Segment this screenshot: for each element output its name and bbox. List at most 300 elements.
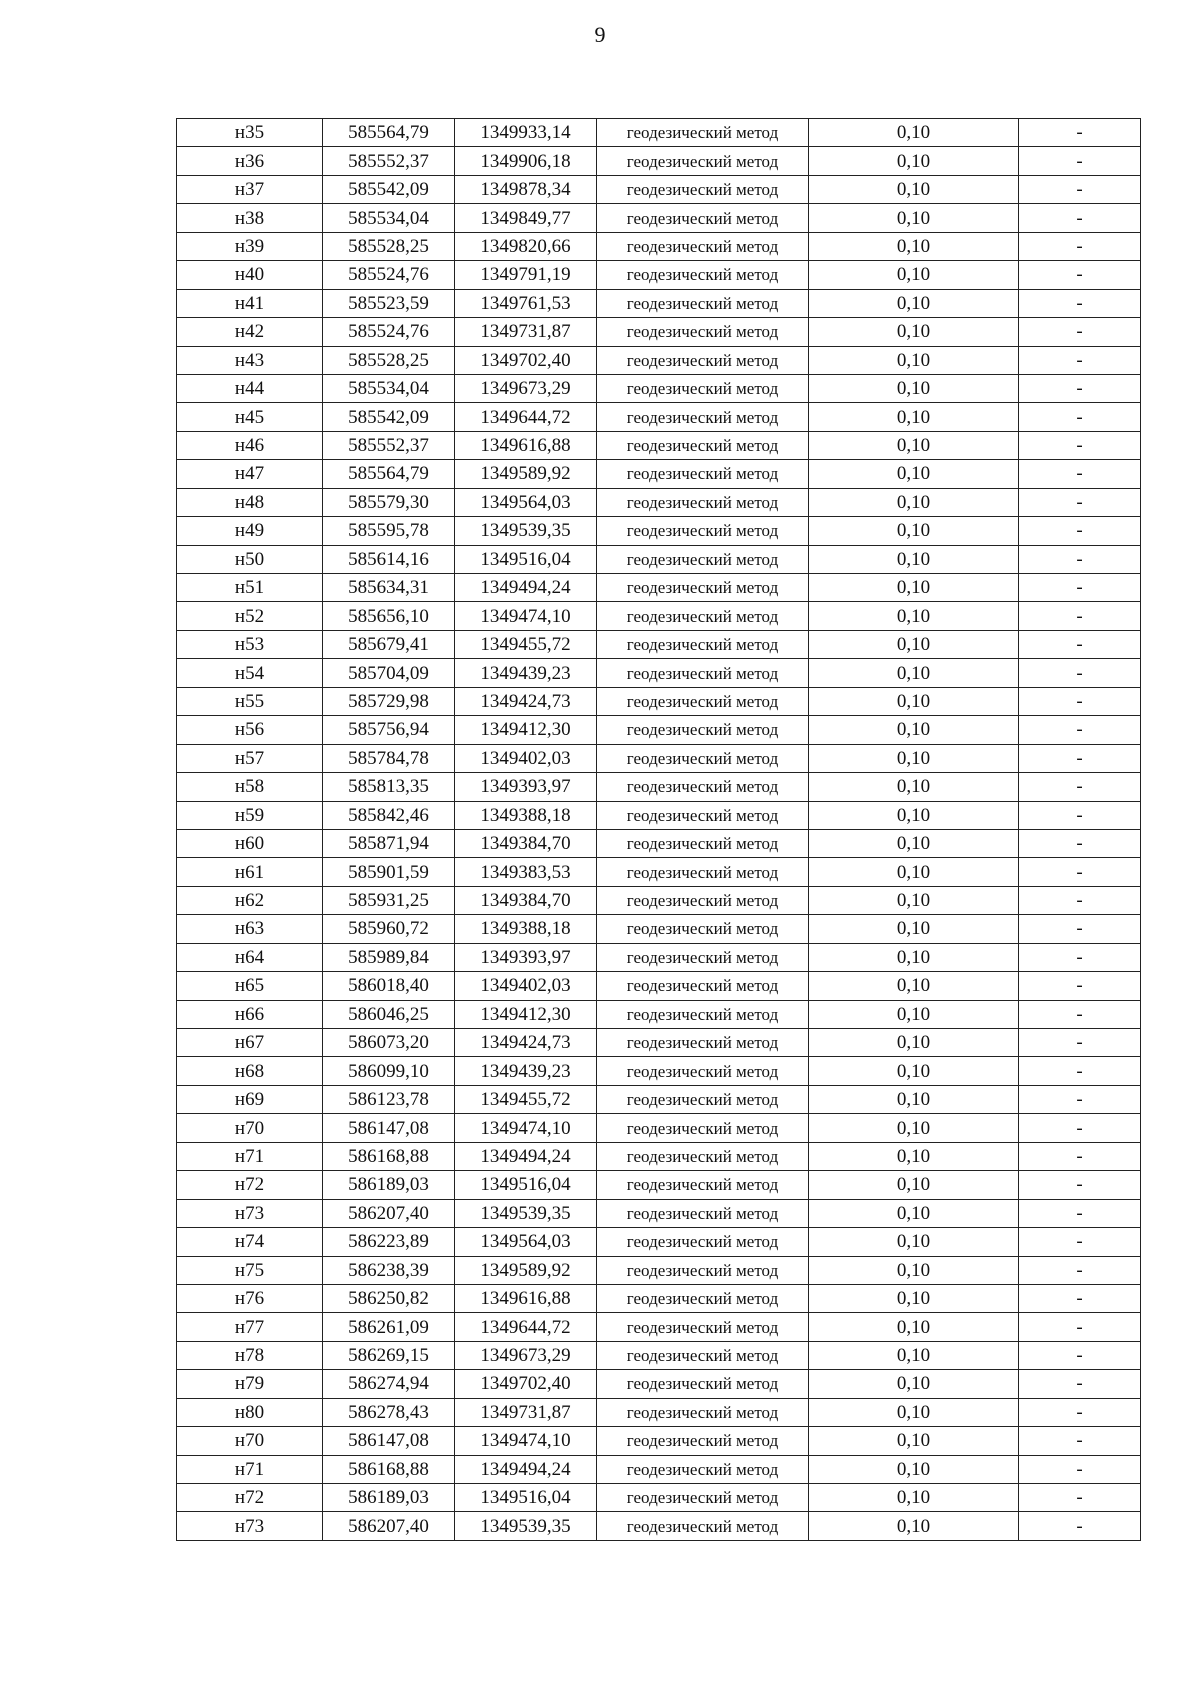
method-cell: геодезический метод xyxy=(597,232,809,260)
note-cell: - xyxy=(1019,232,1141,260)
x-coordinate-cell: 585542,09 xyxy=(323,175,455,203)
y-coordinate-cell: 1349761,53 xyxy=(455,289,597,317)
accuracy-cell: 0,10 xyxy=(809,261,1019,289)
table-row xyxy=(177,318,1141,346)
accuracy-cell: 0,10 xyxy=(809,232,1019,260)
note-cell: - xyxy=(1019,602,1141,630)
point-name-cell: н36 xyxy=(177,147,323,175)
table-row xyxy=(177,1484,1141,1512)
accuracy-cell: 0,10 xyxy=(809,545,1019,573)
x-coordinate-cell: 586168,88 xyxy=(323,1455,455,1483)
point-name-cell: н79 xyxy=(177,1370,323,1398)
point-name-cell: н40 xyxy=(177,261,323,289)
x-coordinate-cell: 585931,25 xyxy=(323,886,455,914)
x-coordinate-cell: 585704,09 xyxy=(323,659,455,687)
note-cell: - xyxy=(1019,1000,1141,1028)
point-name-cell: н70 xyxy=(177,1427,323,1455)
x-coordinate-cell: 586274,94 xyxy=(323,1370,455,1398)
note-cell: - xyxy=(1019,744,1141,772)
point-name-cell: н74 xyxy=(177,1228,323,1256)
point-name-cell: н59 xyxy=(177,801,323,829)
method-cell: геодезический метод xyxy=(597,261,809,289)
x-coordinate-cell: 586261,09 xyxy=(323,1313,455,1341)
table-row xyxy=(177,1114,1141,1142)
note-cell: - xyxy=(1019,460,1141,488)
note-cell: - xyxy=(1019,773,1141,801)
point-name-cell: н41 xyxy=(177,289,323,317)
point-name-cell: н76 xyxy=(177,1284,323,1312)
accuracy-cell: 0,10 xyxy=(809,1313,1019,1341)
point-name-cell: н51 xyxy=(177,574,323,602)
x-coordinate-cell: 585552,37 xyxy=(323,431,455,459)
method-cell: геодезический метод xyxy=(597,545,809,573)
accuracy-cell: 0,10 xyxy=(809,744,1019,772)
x-coordinate-cell: 586147,08 xyxy=(323,1114,455,1142)
point-name-cell: н65 xyxy=(177,972,323,1000)
x-coordinate-cell: 586046,25 xyxy=(323,1000,455,1028)
accuracy-cell: 0,10 xyxy=(809,1057,1019,1085)
note-cell: - xyxy=(1019,1398,1141,1426)
x-coordinate-cell: 585524,76 xyxy=(323,261,455,289)
method-cell: геодезический метод xyxy=(597,1199,809,1227)
accuracy-cell: 0,10 xyxy=(809,175,1019,203)
note-cell: - xyxy=(1019,886,1141,914)
accuracy-cell: 0,10 xyxy=(809,1000,1019,1028)
note-cell: - xyxy=(1019,1512,1141,1540)
y-coordinate-cell: 1349474,10 xyxy=(455,602,597,630)
x-coordinate-cell: 585842,46 xyxy=(323,801,455,829)
accuracy-cell: 0,10 xyxy=(809,517,1019,545)
y-coordinate-cell: 1349424,73 xyxy=(455,687,597,715)
x-coordinate-cell: 585552,37 xyxy=(323,147,455,175)
accuracy-cell: 0,10 xyxy=(809,460,1019,488)
point-name-cell: н72 xyxy=(177,1484,323,1512)
y-coordinate-cell: 1349474,10 xyxy=(455,1427,597,1455)
table-row xyxy=(177,1171,1141,1199)
table-row xyxy=(177,517,1141,545)
method-cell: геодезический метод xyxy=(597,773,809,801)
table-row xyxy=(177,1228,1141,1256)
table-row xyxy=(177,773,1141,801)
point-name-cell: н45 xyxy=(177,403,323,431)
note-cell: - xyxy=(1019,403,1141,431)
x-coordinate-cell: 586278,43 xyxy=(323,1398,455,1426)
y-coordinate-cell: 1349616,88 xyxy=(455,1284,597,1312)
table-row xyxy=(177,1455,1141,1483)
method-cell: геодезический метод xyxy=(597,119,809,147)
method-cell: геодезический метод xyxy=(597,147,809,175)
point-name-cell: н53 xyxy=(177,630,323,658)
y-coordinate-cell: 1349564,03 xyxy=(455,488,597,516)
point-name-cell: н69 xyxy=(177,1085,323,1113)
table-row xyxy=(177,1284,1141,1312)
x-coordinate-cell: 586189,03 xyxy=(323,1171,455,1199)
table-row xyxy=(177,943,1141,971)
y-coordinate-cell: 1349906,18 xyxy=(455,147,597,175)
table-row xyxy=(177,1341,1141,1369)
point-name-cell: н73 xyxy=(177,1199,323,1227)
table-row xyxy=(177,147,1141,175)
accuracy-cell: 0,10 xyxy=(809,574,1019,602)
y-coordinate-cell: 1349644,72 xyxy=(455,1313,597,1341)
point-name-cell: н71 xyxy=(177,1455,323,1483)
note-cell: - xyxy=(1019,716,1141,744)
note-cell: - xyxy=(1019,1199,1141,1227)
note-cell: - xyxy=(1019,1228,1141,1256)
method-cell: геодезический метод xyxy=(597,829,809,857)
note-cell: - xyxy=(1019,289,1141,317)
x-coordinate-cell: 585634,31 xyxy=(323,574,455,602)
y-coordinate-cell: 1349393,97 xyxy=(455,773,597,801)
x-coordinate-cell: 586189,03 xyxy=(323,1484,455,1512)
accuracy-cell: 0,10 xyxy=(809,915,1019,943)
y-coordinate-cell: 1349731,87 xyxy=(455,1398,597,1426)
x-coordinate-cell: 585729,98 xyxy=(323,687,455,715)
note-cell: - xyxy=(1019,858,1141,886)
point-name-cell: н52 xyxy=(177,602,323,630)
y-coordinate-cell: 1349402,03 xyxy=(455,972,597,1000)
note-cell: - xyxy=(1019,346,1141,374)
point-name-cell: н72 xyxy=(177,1171,323,1199)
accuracy-cell: 0,10 xyxy=(809,488,1019,516)
x-coordinate-cell: 585523,59 xyxy=(323,289,455,317)
method-cell: геодезический метод xyxy=(597,1284,809,1312)
method-cell: геодезический метод xyxy=(597,972,809,1000)
y-coordinate-cell: 1349589,92 xyxy=(455,1256,597,1284)
note-cell: - xyxy=(1019,1114,1141,1142)
note-cell: - xyxy=(1019,943,1141,971)
point-name-cell: н80 xyxy=(177,1398,323,1426)
table-row xyxy=(177,630,1141,658)
point-name-cell: н68 xyxy=(177,1057,323,1085)
method-cell: геодезический метод xyxy=(597,858,809,886)
table-row xyxy=(177,261,1141,289)
note-cell: - xyxy=(1019,119,1141,147)
accuracy-cell: 0,10 xyxy=(809,943,1019,971)
note-cell: - xyxy=(1019,1085,1141,1113)
method-cell: геодезический метод xyxy=(597,659,809,687)
table-row xyxy=(177,1427,1141,1455)
x-coordinate-cell: 586238,39 xyxy=(323,1256,455,1284)
point-name-cell: н35 xyxy=(177,119,323,147)
method-cell: геодезический метод xyxy=(597,204,809,232)
y-coordinate-cell: 1349439,23 xyxy=(455,659,597,687)
x-coordinate-cell: 585528,25 xyxy=(323,346,455,374)
point-name-cell: н46 xyxy=(177,431,323,459)
note-cell: - xyxy=(1019,972,1141,1000)
note-cell: - xyxy=(1019,1455,1141,1483)
accuracy-cell: 0,10 xyxy=(809,119,1019,147)
x-coordinate-cell: 585960,72 xyxy=(323,915,455,943)
y-coordinate-cell: 1349474,10 xyxy=(455,1114,597,1142)
table-row xyxy=(177,801,1141,829)
accuracy-cell: 0,10 xyxy=(809,687,1019,715)
note-cell: - xyxy=(1019,318,1141,346)
table-row xyxy=(177,659,1141,687)
table-row xyxy=(177,545,1141,573)
x-coordinate-cell: 585528,25 xyxy=(323,232,455,260)
point-name-cell: н37 xyxy=(177,175,323,203)
method-cell: геодезический метод xyxy=(597,403,809,431)
accuracy-cell: 0,10 xyxy=(809,1228,1019,1256)
accuracy-cell: 0,10 xyxy=(809,886,1019,914)
table-row xyxy=(177,1256,1141,1284)
accuracy-cell: 0,10 xyxy=(809,659,1019,687)
table-row xyxy=(177,716,1141,744)
y-coordinate-cell: 1349673,29 xyxy=(455,1341,597,1369)
accuracy-cell: 0,10 xyxy=(809,858,1019,886)
method-cell: геодезический метод xyxy=(597,1341,809,1369)
point-name-cell: н73 xyxy=(177,1512,323,1540)
y-coordinate-cell: 1349388,18 xyxy=(455,801,597,829)
table-row xyxy=(177,1029,1141,1057)
accuracy-cell: 0,10 xyxy=(809,204,1019,232)
y-coordinate-cell: 1349494,24 xyxy=(455,574,597,602)
x-coordinate-cell: 585564,79 xyxy=(323,119,455,147)
x-coordinate-cell: 586147,08 xyxy=(323,1427,455,1455)
point-name-cell: н39 xyxy=(177,232,323,260)
accuracy-cell: 0,10 xyxy=(809,1199,1019,1227)
method-cell: геодезический метод xyxy=(597,318,809,346)
note-cell: - xyxy=(1019,1171,1141,1199)
method-cell: геодезический метод xyxy=(597,602,809,630)
table-row xyxy=(177,1398,1141,1426)
note-cell: - xyxy=(1019,1484,1141,1512)
y-coordinate-cell: 1349673,29 xyxy=(455,374,597,402)
note-cell: - xyxy=(1019,517,1141,545)
table-row xyxy=(177,460,1141,488)
y-coordinate-cell: 1349455,72 xyxy=(455,1085,597,1113)
method-cell: геодезический метод xyxy=(597,175,809,203)
table-row xyxy=(177,972,1141,1000)
accuracy-cell: 0,10 xyxy=(809,1370,1019,1398)
note-cell: - xyxy=(1019,1256,1141,1284)
point-name-cell: н78 xyxy=(177,1341,323,1369)
y-coordinate-cell: 1349849,77 xyxy=(455,204,597,232)
method-cell: геодезический метод xyxy=(597,517,809,545)
note-cell: - xyxy=(1019,1057,1141,1085)
note-cell: - xyxy=(1019,687,1141,715)
x-coordinate-cell: 586099,10 xyxy=(323,1057,455,1085)
accuracy-cell: 0,10 xyxy=(809,630,1019,658)
note-cell: - xyxy=(1019,659,1141,687)
x-coordinate-cell: 585871,94 xyxy=(323,829,455,857)
y-coordinate-cell: 1349878,34 xyxy=(455,175,597,203)
x-coordinate-cell: 585756,94 xyxy=(323,716,455,744)
x-coordinate-cell: 585579,30 xyxy=(323,488,455,516)
note-cell: - xyxy=(1019,574,1141,602)
note-cell: - xyxy=(1019,261,1141,289)
method-cell: геодезический метод xyxy=(597,374,809,402)
accuracy-cell: 0,10 xyxy=(809,1171,1019,1199)
method-cell: геодезический метод xyxy=(597,1256,809,1284)
note-cell: - xyxy=(1019,1313,1141,1341)
point-name-cell: н44 xyxy=(177,374,323,402)
point-name-cell: н43 xyxy=(177,346,323,374)
point-name-cell: н38 xyxy=(177,204,323,232)
method-cell: геодезический метод xyxy=(597,431,809,459)
point-name-cell: н58 xyxy=(177,773,323,801)
method-cell: геодезический метод xyxy=(597,488,809,516)
table-row xyxy=(177,403,1141,431)
point-name-cell: н54 xyxy=(177,659,323,687)
x-coordinate-cell: 585989,84 xyxy=(323,943,455,971)
x-coordinate-cell: 586207,40 xyxy=(323,1199,455,1227)
accuracy-cell: 0,10 xyxy=(809,374,1019,402)
method-cell: геодезический метод xyxy=(597,1171,809,1199)
x-coordinate-cell: 585542,09 xyxy=(323,403,455,431)
x-coordinate-cell: 586123,78 xyxy=(323,1085,455,1113)
accuracy-cell: 0,10 xyxy=(809,1256,1019,1284)
accuracy-cell: 0,10 xyxy=(809,1085,1019,1113)
y-coordinate-cell: 1349393,97 xyxy=(455,943,597,971)
method-cell: геодезический метод xyxy=(597,886,809,914)
table-row xyxy=(177,1512,1141,1540)
x-coordinate-cell: 586223,89 xyxy=(323,1228,455,1256)
table-row xyxy=(177,744,1141,772)
accuracy-cell: 0,10 xyxy=(809,1484,1019,1512)
note-cell: - xyxy=(1019,204,1141,232)
y-coordinate-cell: 1349388,18 xyxy=(455,915,597,943)
method-cell: геодезический метод xyxy=(597,1000,809,1028)
table-row xyxy=(177,346,1141,374)
point-name-cell: н61 xyxy=(177,858,323,886)
method-cell: геодезический метод xyxy=(597,1114,809,1142)
table-row xyxy=(177,1057,1141,1085)
note-cell: - xyxy=(1019,915,1141,943)
note-cell: - xyxy=(1019,1341,1141,1369)
point-name-cell: н42 xyxy=(177,318,323,346)
table-row xyxy=(177,915,1141,943)
accuracy-cell: 0,10 xyxy=(809,1284,1019,1312)
point-name-cell: н55 xyxy=(177,687,323,715)
note-cell: - xyxy=(1019,1284,1141,1312)
y-coordinate-cell: 1349412,30 xyxy=(455,1000,597,1028)
y-coordinate-cell: 1349439,23 xyxy=(455,1057,597,1085)
accuracy-cell: 0,10 xyxy=(809,716,1019,744)
accuracy-cell: 0,10 xyxy=(809,602,1019,630)
accuracy-cell: 0,10 xyxy=(809,1455,1019,1483)
method-cell: геодезический метод xyxy=(597,1142,809,1170)
table-row xyxy=(177,1199,1141,1227)
note-cell: - xyxy=(1019,545,1141,573)
method-cell: геодезический метод xyxy=(597,1313,809,1341)
accuracy-cell: 0,10 xyxy=(809,346,1019,374)
point-name-cell: н62 xyxy=(177,886,323,914)
y-coordinate-cell: 1349791,19 xyxy=(455,261,597,289)
y-coordinate-cell: 1349616,88 xyxy=(455,431,597,459)
method-cell: геодезический метод xyxy=(597,1029,809,1057)
y-coordinate-cell: 1349589,92 xyxy=(455,460,597,488)
method-cell: геодезический метод xyxy=(597,687,809,715)
y-coordinate-cell: 1349539,35 xyxy=(455,517,597,545)
point-name-cell: н75 xyxy=(177,1256,323,1284)
accuracy-cell: 0,10 xyxy=(809,972,1019,1000)
y-coordinate-cell: 1349564,03 xyxy=(455,1228,597,1256)
method-cell: геодезический метод xyxy=(597,801,809,829)
x-coordinate-cell: 585614,16 xyxy=(323,545,455,573)
point-name-cell: н64 xyxy=(177,943,323,971)
accuracy-cell: 0,10 xyxy=(809,147,1019,175)
table-row xyxy=(177,119,1141,147)
method-cell: геодезический метод xyxy=(597,716,809,744)
y-coordinate-cell: 1349384,70 xyxy=(455,886,597,914)
method-cell: геодезический метод xyxy=(597,1228,809,1256)
accuracy-cell: 0,10 xyxy=(809,1398,1019,1426)
note-cell: - xyxy=(1019,1029,1141,1057)
method-cell: геодезический метод xyxy=(597,574,809,602)
table-row xyxy=(177,232,1141,260)
note-cell: - xyxy=(1019,1370,1141,1398)
point-name-cell: н67 xyxy=(177,1029,323,1057)
table-row xyxy=(177,886,1141,914)
point-name-cell: н77 xyxy=(177,1313,323,1341)
x-coordinate-cell: 586018,40 xyxy=(323,972,455,1000)
note-cell: - xyxy=(1019,147,1141,175)
point-name-cell: н63 xyxy=(177,915,323,943)
method-cell: геодезический метод xyxy=(597,460,809,488)
x-coordinate-cell: 586073,20 xyxy=(323,1029,455,1057)
accuracy-cell: 0,10 xyxy=(809,1142,1019,1170)
point-name-cell: н66 xyxy=(177,1000,323,1028)
method-cell: геодезический метод xyxy=(597,1427,809,1455)
table-row xyxy=(177,1370,1141,1398)
x-coordinate-cell: 585564,79 xyxy=(323,460,455,488)
accuracy-cell: 0,10 xyxy=(809,829,1019,857)
accuracy-cell: 0,10 xyxy=(809,773,1019,801)
y-coordinate-cell: 1349644,72 xyxy=(455,403,597,431)
accuracy-cell: 0,10 xyxy=(809,1114,1019,1142)
method-cell: геодезический метод xyxy=(597,1484,809,1512)
note-cell: - xyxy=(1019,488,1141,516)
table-row xyxy=(177,374,1141,402)
point-name-cell: н48 xyxy=(177,488,323,516)
accuracy-cell: 0,10 xyxy=(809,431,1019,459)
y-coordinate-cell: 1349702,40 xyxy=(455,1370,597,1398)
note-cell: - xyxy=(1019,175,1141,203)
x-coordinate-cell: 586269,15 xyxy=(323,1341,455,1369)
table-row xyxy=(177,1142,1141,1170)
method-cell: геодезический метод xyxy=(597,1398,809,1426)
note-cell: - xyxy=(1019,374,1141,402)
y-coordinate-cell: 1349516,04 xyxy=(455,1171,597,1199)
x-coordinate-cell: 585534,04 xyxy=(323,204,455,232)
point-name-cell: н47 xyxy=(177,460,323,488)
method-cell: геодезический метод xyxy=(597,1512,809,1540)
y-coordinate-cell: 1349384,70 xyxy=(455,829,597,857)
accuracy-cell: 0,10 xyxy=(809,1341,1019,1369)
accuracy-cell: 0,10 xyxy=(809,403,1019,431)
method-cell: геодезический метод xyxy=(597,1085,809,1113)
table-row xyxy=(177,488,1141,516)
accuracy-cell: 0,10 xyxy=(809,1427,1019,1455)
table-row xyxy=(177,829,1141,857)
x-coordinate-cell: 585534,04 xyxy=(323,374,455,402)
coordinates-table-body xyxy=(177,119,1141,1541)
table-row xyxy=(177,431,1141,459)
y-coordinate-cell: 1349702,40 xyxy=(455,346,597,374)
method-cell: геодезический метод xyxy=(597,630,809,658)
accuracy-cell: 0,10 xyxy=(809,1029,1019,1057)
x-coordinate-cell: 586250,82 xyxy=(323,1284,455,1312)
y-coordinate-cell: 1349402,03 xyxy=(455,744,597,772)
table-row xyxy=(177,175,1141,203)
point-name-cell: н60 xyxy=(177,829,323,857)
method-cell: геодезический метод xyxy=(597,915,809,943)
point-name-cell: н49 xyxy=(177,517,323,545)
x-coordinate-cell: 585784,78 xyxy=(323,744,455,772)
x-coordinate-cell: 585524,76 xyxy=(323,318,455,346)
